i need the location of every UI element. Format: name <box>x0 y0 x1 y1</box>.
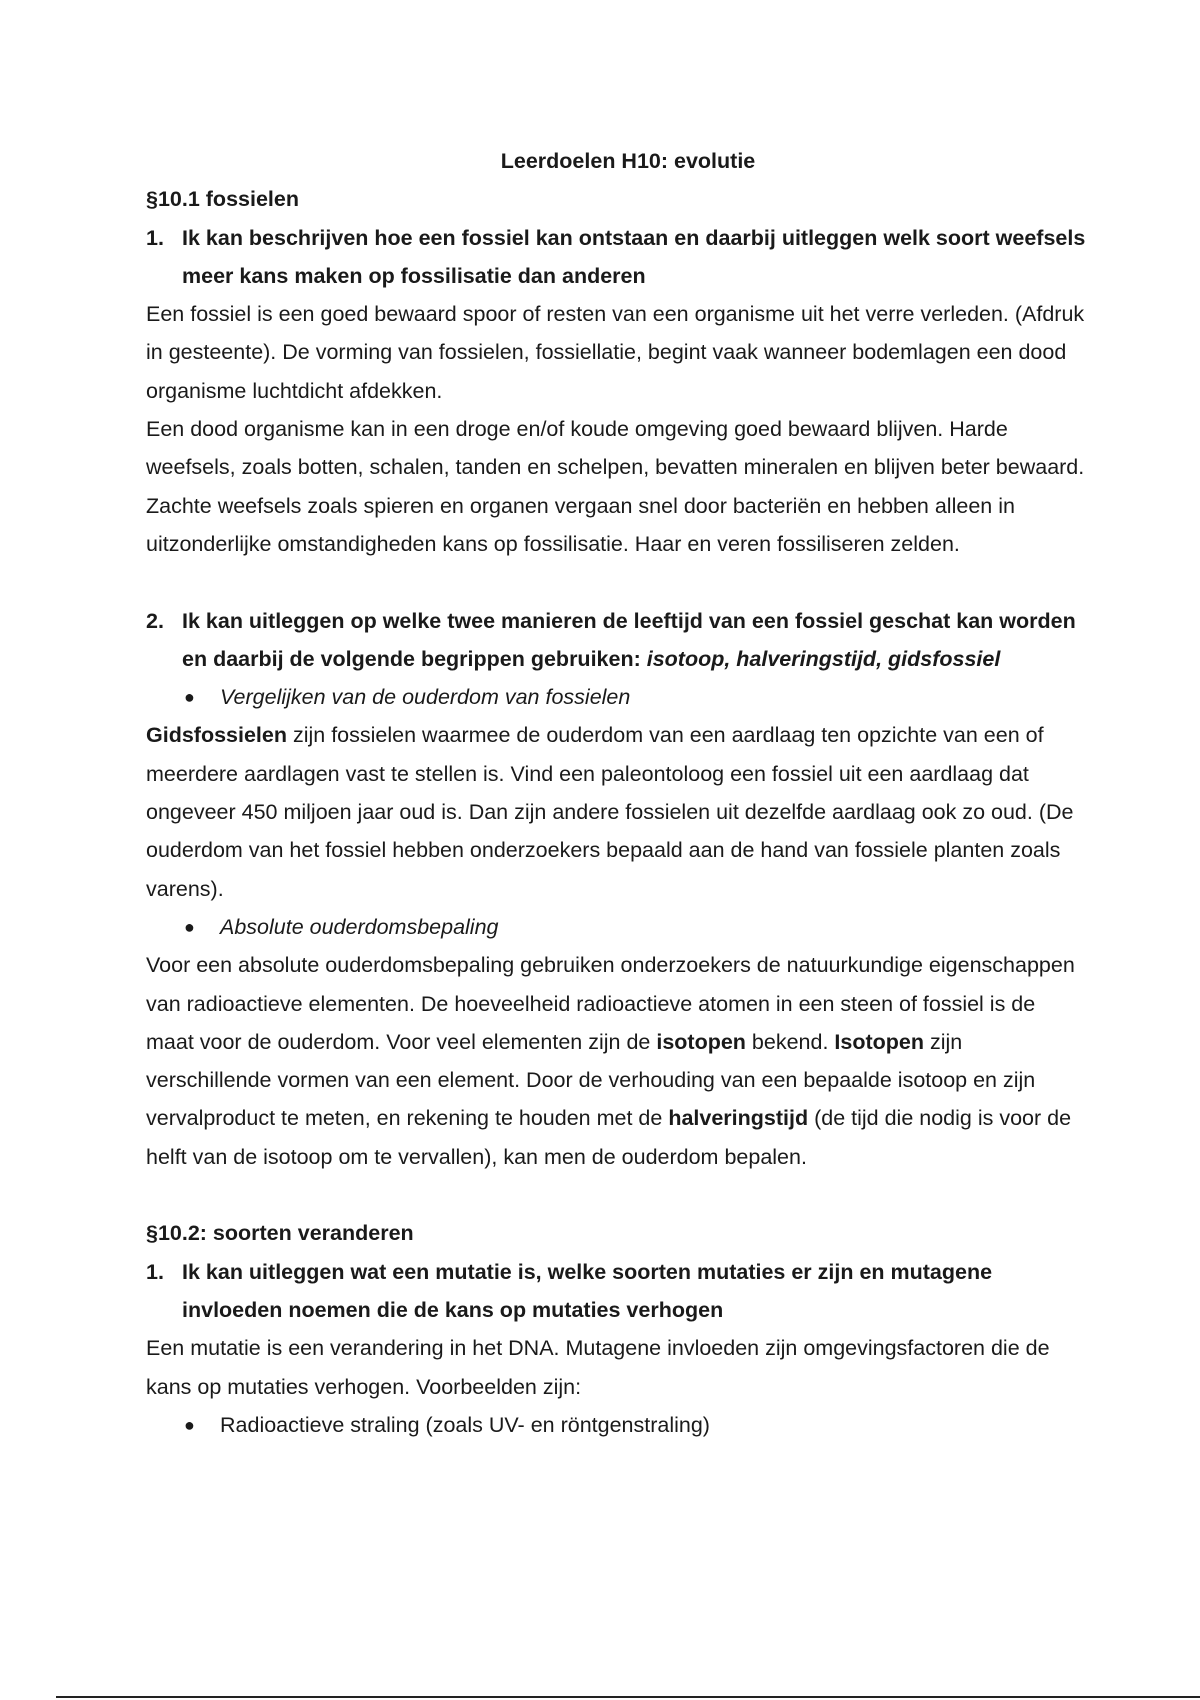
paragraph-text: zijn verschillende vormen van een element. Door de verhouding van een bepaalde isotoop en zijn vervalproduct te meten, en rekening te houden met de <box>146 1029 1036 1131</box>
term-gidsfossielen: Gidsfossielen <box>146 723 287 748</box>
bullet-text: Absolute ouderdomsbepaling <box>220 914 499 939</box>
document-title: Leerdoelen H10: evolutie <box>500 149 756 173</box>
goal-text: Ik kan uitleggen wat een mutatie is, welke soorten mutaties er zijn en mutagene invloeden noemen die de kans op mutaties verhogen <box>182 1259 993 1322</box>
goal-terms: isotoop, halveringstijd, gidsfossiel <box>646 646 1001 671</box>
paragraph-absolute-dating <box>146 946 1086 1176</box>
paragraph-text: (de tijd die nodig is voor de helft van de isotoop om te vervallen), kan men de ouderdom bepalen. <box>146 1106 1072 1169</box>
bullet-item <box>146 908 1086 946</box>
paragraph-index-fossils <box>146 716 1086 907</box>
goal-text: Ik kan beschrijven hoe een fossiel kan ontstaan en daarbij uitleggen welk soort weefsels meer kans maken op fossilisatie dan anderen <box>182 225 1086 288</box>
paragraph-text: Voor een absolute ouderdomsbepaling gebruiken onderzoekers de natuurkundige eigenschappen van radioactieve elementen. De hoeveelheid radioactieve atomen in een steen of fossiel is de maat voor de ouderdom. Voor veel elementen zijn de <box>146 953 1075 1054</box>
section-heading-10-2: §10.2: soorten veranderen <box>146 1221 414 1246</box>
bullet-icon: ● <box>184 687 195 708</box>
paragraph-fossil-definition: Een fossiel is een goed bewaard spoor of resten van een organisme uit het verre verleden. (Afdruk in gesteente). De vorming van fossielen, fossiellatie, begint vaak wanneer bodemlagen een dood organisme luchtdicht afdekken. <box>146 302 1085 403</box>
goal-number: 1. <box>146 225 164 250</box>
paragraph-tissue-preservation: Een dood organisme kan in een droge en/of koude omgeving goed bewaard blijven. Harde weefsels, zoals botten, schalen, tanden en schelpen, bevatten mineralen en blijven beter bewaard. Zachte weefsels zoals spieren en organen vergaan snel door bacteriën en hebben alleen in uitzonderlijke omstandigheden kans op fossilisatie. Haar en veren fossiliseren zelden. <box>146 417 1085 556</box>
bullet-icon: ● <box>184 916 195 937</box>
bullet-item <box>146 1406 1086 1444</box>
goal-text <box>182 602 1086 679</box>
learning-goal-2 <box>146 602 1086 679</box>
learning-goal-1 <box>146 219 1086 296</box>
bullet-text: Radioactieve straling (zoals UV- en röntgenstraling) <box>220 1412 710 1437</box>
bullet-icon: ● <box>184 1414 195 1435</box>
goal-text-main: Ik kan uitleggen op welke twee manieren de leeftijd van een fossiel geschat kan worden en daarbij de volgende begrippen gebruiken: <box>182 608 1076 671</box>
spacer <box>146 1176 1086 1214</box>
document-page <box>146 142 1086 1444</box>
goal-number: 1. <box>146 1259 164 1284</box>
paragraph-text: bekend. <box>745 1029 835 1054</box>
learning-goal-1 <box>146 1253 1086 1330</box>
spacer <box>146 563 1086 601</box>
bullet-item <box>146 678 1086 716</box>
term-halveringstijd: halveringstijd <box>668 1106 809 1131</box>
term-isotopen: isotopen <box>656 1029 746 1054</box>
bullet-text: Vergelijken van de ouderdom van fossielen <box>220 685 631 710</box>
goal-number: 2. <box>146 608 164 633</box>
paragraph-text: zijn fossielen waarmee de ouderdom van een aardlaag ten opzichte van een of meerdere aardlagen vast te stellen is. Vind een paleontoloog een fossiel uit een aardlaag dat ongeveer 450 miljoen jaar oud is. Dan zijn andere fossielen uit dezelfde aardlaag ook zo oud. (De ouderdom van het fossiel hebben onderzoekers bepaald aan de hand van fossiele planten zoals varens). <box>146 723 1074 901</box>
page-bottom-divider <box>56 1696 1200 1698</box>
paragraph-mutation-definition: Een mutatie is een verandering in het DNA. Mutagene invloeden zijn omgevingsfactoren die de kans op mutaties verhogen. Voorbeelden zijn: <box>146 1336 1050 1399</box>
section-heading-10-1: §10.1 fossielen <box>146 187 299 212</box>
term-isotopen-capital: Isotopen <box>834 1029 924 1054</box>
